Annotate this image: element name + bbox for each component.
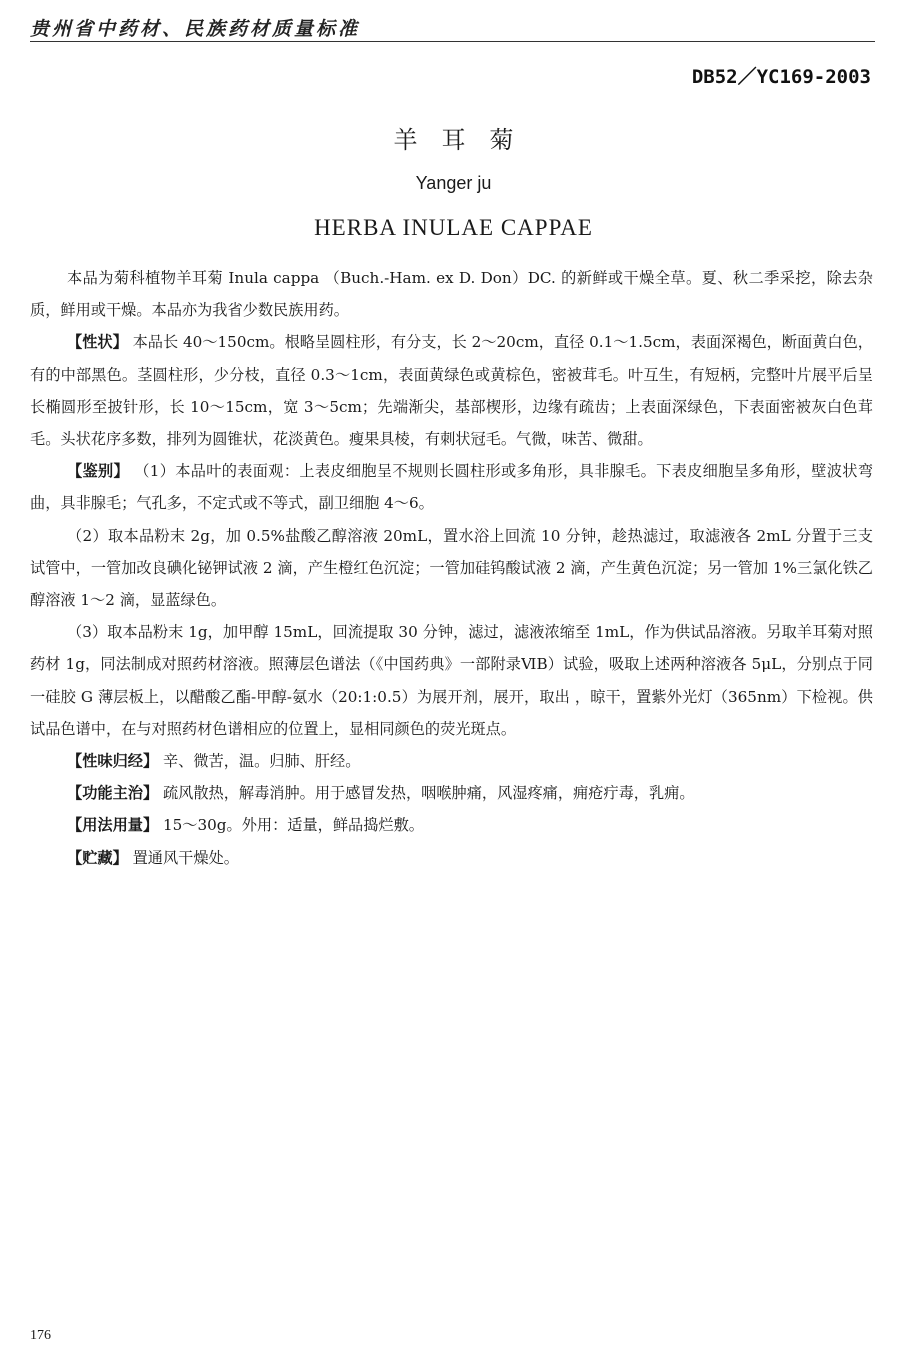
paragraph-property-meridian xyxy=(30,745,873,777)
section-text: 疏风散热，解毒消肿。用于感冒发热，咽喉肿痛，风湿疼痛，痈疮疔毒，乳痈。 xyxy=(158,784,695,803)
paragraph-source xyxy=(30,262,873,326)
section-text: 本品长 40～150cm。根略呈圆柱形，有分支，长 2～20cm，直径 0.1～1.5cm，表面深褐色，断面黄白色，有的中部黑色。茎圆柱形，少分枝，直径 0.3～1cm，表面黄绿色或黄棕色，密被茸毛。叶互生，有短柄，完整叶片展平后呈长椭圆形至披针形，长 10～15cm，宽 3～5cm；先端渐尖，基部楔形，边缘有疏齿；上表面深绿色，下表面密被灰白色茸毛。头状花序多数，排列为圆锥状，花淡黄色。瘦果具棱，有刺状冠毛。气微，味苦、微甜。 xyxy=(30,333,873,449)
paragraph-dosage xyxy=(30,809,873,841)
paragraph-functions xyxy=(30,777,873,809)
paragraph-identification-3 xyxy=(30,616,873,745)
section-label: 【鉴别】 xyxy=(67,462,130,481)
header-divider xyxy=(30,41,875,42)
monograph-body xyxy=(30,262,873,874)
section-label: 【用法用量】 xyxy=(67,816,159,835)
page-number: 176 xyxy=(30,1328,51,1343)
section-text: 本品为菊科植物羊耳菊 Inula cappa （Buch.-Ham. ex D. Don）DC. 的新鲜或干燥全草。夏、秋二季采挖，除去杂质，鲜用或干燥。本品亦为我省少数民族用药。 xyxy=(30,269,873,320)
section-text: （3）取本品粉末 1g，加甲醇 15mL，回流提取 30 分钟，滤过，滤液浓缩至 1mL，作为供试品溶液。另取羊耳菊对照药材 1g，同法制成对照药材溶液。照薄层色谱法（《中国药典》一部附录ⅥB）试验，吸取上述两种溶液各 5μL，分别点于同一硅胶 G 薄层板上，以醋酸乙酯-甲醇-氨水（20:1:0.5）为展开剂，展开，取出 ，晾干，置紫外光灯（365nm）下检视。供试品色谱中，在与对照药材色谱相应的位置上，显相同颜色的荧光斑点。 xyxy=(30,623,873,738)
section-label: 【性味归经】 xyxy=(67,752,159,771)
paragraph-identification-1 xyxy=(30,455,873,519)
section-text: （2）取本品粉末 2g，加 0.5%盐酸乙醇溶液 20mL，置水浴上回流 10 分钟，趁热滤过，取滤液各 2mL 分置于三支试管中，一管加改良碘化铋钾试液 2 滴，产生橙红色沉淀；一管加硅钨酸试液 2 滴，产生黄色沉淀；另一管加 1%三氯化铁乙醇溶液 1～2 滴，显蓝绿色。 xyxy=(30,526,873,610)
header-title: 贵州省中药材、民族药材质量标准 xyxy=(30,18,361,40)
section-label: 【贮藏】 xyxy=(67,848,128,867)
paragraph-identification-2 xyxy=(30,520,873,617)
section-text: 置通风干燥处。 xyxy=(127,848,239,867)
section-text: （1）本品叶的表面观：上表皮细胞呈不规则长圆柱形或多角形，具非腺毛。下表皮细胞呈多角形，壁波状弯曲，具非腺毛；气孔多，不定式或不等式，副卫细胞 4～6。 xyxy=(30,462,874,513)
section-text: 辛、微苦，温。归肺、肝经。 xyxy=(158,752,361,771)
paragraph-storage xyxy=(30,842,873,874)
monograph-title-chinese: 羊耳菊 xyxy=(393,126,538,154)
monograph-title-latin: HERBA INULAE CAPPAE xyxy=(314,215,593,240)
standard-code: DB52／YC169-2003 xyxy=(691,66,871,88)
paragraph-description xyxy=(30,326,873,455)
section-text: 15～30g。外用：适量，鲜品捣烂敷。 xyxy=(158,816,424,835)
section-label: 【性状】 xyxy=(67,333,128,352)
section-label: 【功能主治】 xyxy=(67,784,159,803)
monograph-title-pinyin: Yanger ju xyxy=(415,173,492,193)
